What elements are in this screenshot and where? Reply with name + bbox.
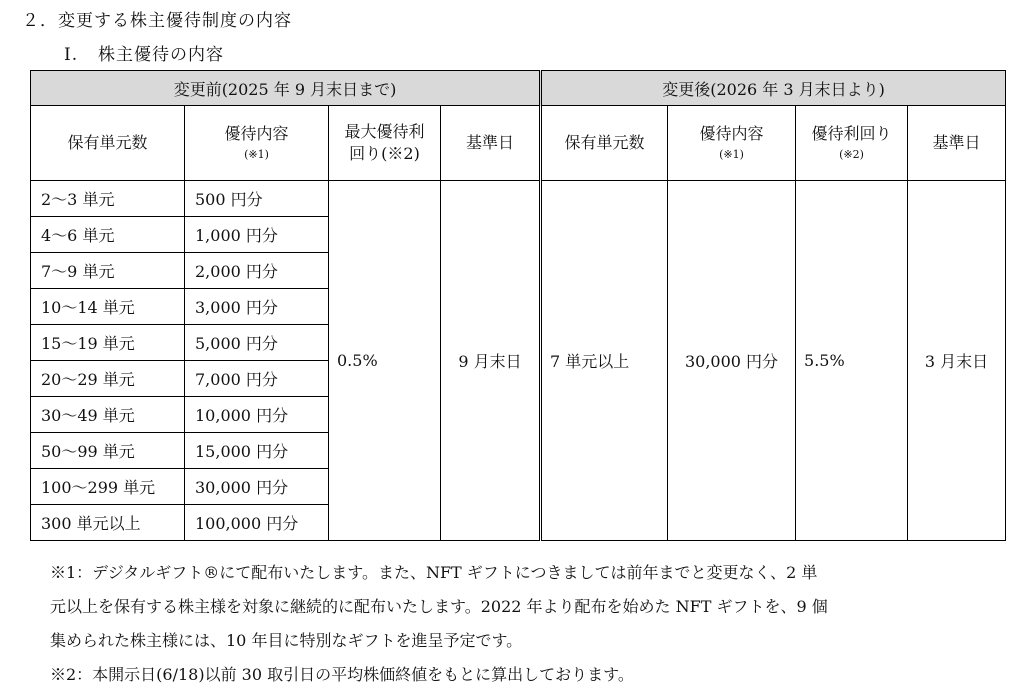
after-units: 7 単元以上 <box>541 181 668 541</box>
after-col-content <box>668 106 796 181</box>
row-units: 100～299 単元 <box>31 469 185 505</box>
before-col-yield-line1: 最大優待利 <box>344 122 425 142</box>
row-units: 7～9 単元 <box>31 253 185 289</box>
note1-line1: ※1：デジタルギフト®にて配布いたします。また、NFT ギフトにつきましては前年までと変更なく、2 単 <box>50 563 818 582</box>
after-col-units: 保有単元数 <box>541 106 668 181</box>
after-col-content-label: 優待内容 <box>699 123 764 143</box>
row-units: 300 単元以上 <box>31 505 185 541</box>
after-gift: 30,000 円分 <box>668 181 796 541</box>
row-gift: 15,000 円分 <box>185 433 329 469</box>
row-gift: 3,000 円分 <box>185 289 329 325</box>
before-col-content <box>185 106 329 181</box>
subsection-heading <box>64 40 224 65</box>
after-yield: 5.5% <box>796 181 908 541</box>
table-row <box>31 181 1006 217</box>
after-col-date: 基準日 <box>908 106 1006 181</box>
before-col-date: 基準日 <box>441 106 541 181</box>
row-gift: 2,000 円分 <box>185 253 329 289</box>
row-units: 20～29 単元 <box>31 361 185 397</box>
after-record-date: 3 月末日 <box>908 181 1006 541</box>
subsection-numeral: I. <box>64 45 79 65</box>
shareholder-perks-table <box>30 70 1006 541</box>
after-col-yield-line2: (※2) <box>839 148 864 162</box>
row-gift: 30,000 円分 <box>185 469 329 505</box>
row-gift: 5,000 円分 <box>185 325 329 361</box>
row-gift: 100,000 円分 <box>185 505 329 541</box>
after-col-content-note: (※1) <box>719 148 744 162</box>
row-units: 15～19 単元 <box>31 325 185 361</box>
note1-line3: 集められた株主様には、10 年目に特別なギフトを進呈予定です。 <box>50 631 523 650</box>
after-col-yield <box>796 106 908 181</box>
row-units: 4～6 単元 <box>31 217 185 253</box>
subsection-title: 株主優待の内容 <box>98 45 224 65</box>
section-heading: ２．変更する株主優待制度の内容 <box>22 11 292 31</box>
row-units: 30～49 単元 <box>31 397 185 433</box>
before-yield: 0.5% <box>329 181 441 541</box>
row-units: 10～14 単元 <box>31 289 185 325</box>
before-title: 変更前(2025 年 9 月末日まで) <box>31 71 541 106</box>
before-col-yield-line2: 回り(※2) <box>349 144 420 163</box>
before-col-content-note: (※1) <box>244 148 269 162</box>
before-col-units: 保有単元数 <box>31 106 185 181</box>
row-units: 2～3 単元 <box>31 181 185 217</box>
row-gift: 10,000 円分 <box>185 397 329 433</box>
note2: ※2：本開示日(6/18)以前 30 取引日の平均株価終値をもとに算出しております。 <box>50 665 634 684</box>
row-gift: 500 円分 <box>185 181 329 217</box>
before-col-yield <box>329 106 441 181</box>
row-gift: 7,000 円分 <box>185 361 329 397</box>
footnotes <box>50 556 1010 692</box>
before-col-content-label: 優待内容 <box>224 123 289 143</box>
after-title: 変更後(2026 年 3 月末日より) <box>541 71 1006 106</box>
row-gift: 1,000 円分 <box>185 217 329 253</box>
note1-line2: 元以上を保有する株主様を対象に継続的に配布いたします。2022 年より配布を始めた NFT ギフトを、9 個 <box>50 597 828 616</box>
row-units: 50～99 単元 <box>31 433 185 469</box>
after-col-yield-line1: 優待利回り <box>811 123 892 143</box>
before-record-date: 9 月末日 <box>441 181 541 541</box>
